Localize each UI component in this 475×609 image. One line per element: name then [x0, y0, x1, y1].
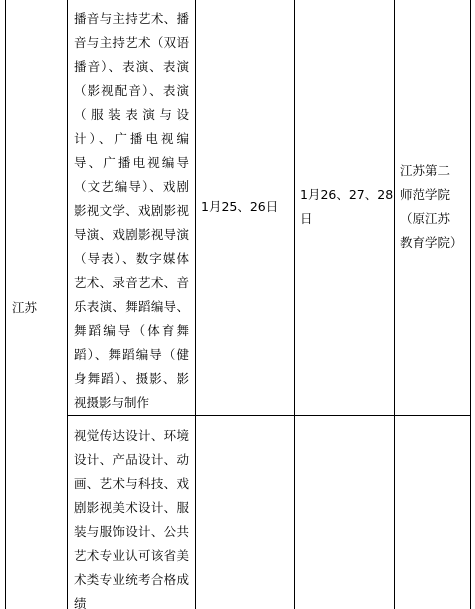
exam-date-cell: 1月25、26日	[196, 0, 295, 416]
exam-schedule-table	[5, 0, 471, 609]
exam-date-cell	[295, 416, 395, 609]
exam-date-cell: 1月26、27、28日	[295, 0, 395, 416]
venue-cell	[395, 416, 471, 609]
major-list-cell: 播音与主持艺术、播音与主持艺术（双语播音）、表演、表演（影视配音）、表演（服装表演与设计）、广播电视编导、广播电视编导（文艺编导）、戏剧影视文学、戏剧影视导演、戏剧影视导演（导表）、数字媒体艺术、录音艺术、音乐表演、舞蹈编导、舞蹈编导（体育舞蹈）、舞蹈编导（健身舞蹈）、摄影、影视摄影与制作	[68, 0, 196, 416]
table-row	[6, 416, 471, 609]
exam-date-cell	[196, 416, 295, 609]
province-cell: 江苏	[6, 0, 68, 609]
venue-cell: 江苏第二师范学院（原江苏教育学院）	[395, 0, 471, 416]
table-row	[6, 0, 471, 416]
major-list-cell: 视觉传达设计、环境设计、产品设计、动画、艺术与科技、戏剧影视美术设计、服装与服饰设计、公共艺术专业认可该省美术类专业统考合格成绩	[68, 416, 196, 609]
